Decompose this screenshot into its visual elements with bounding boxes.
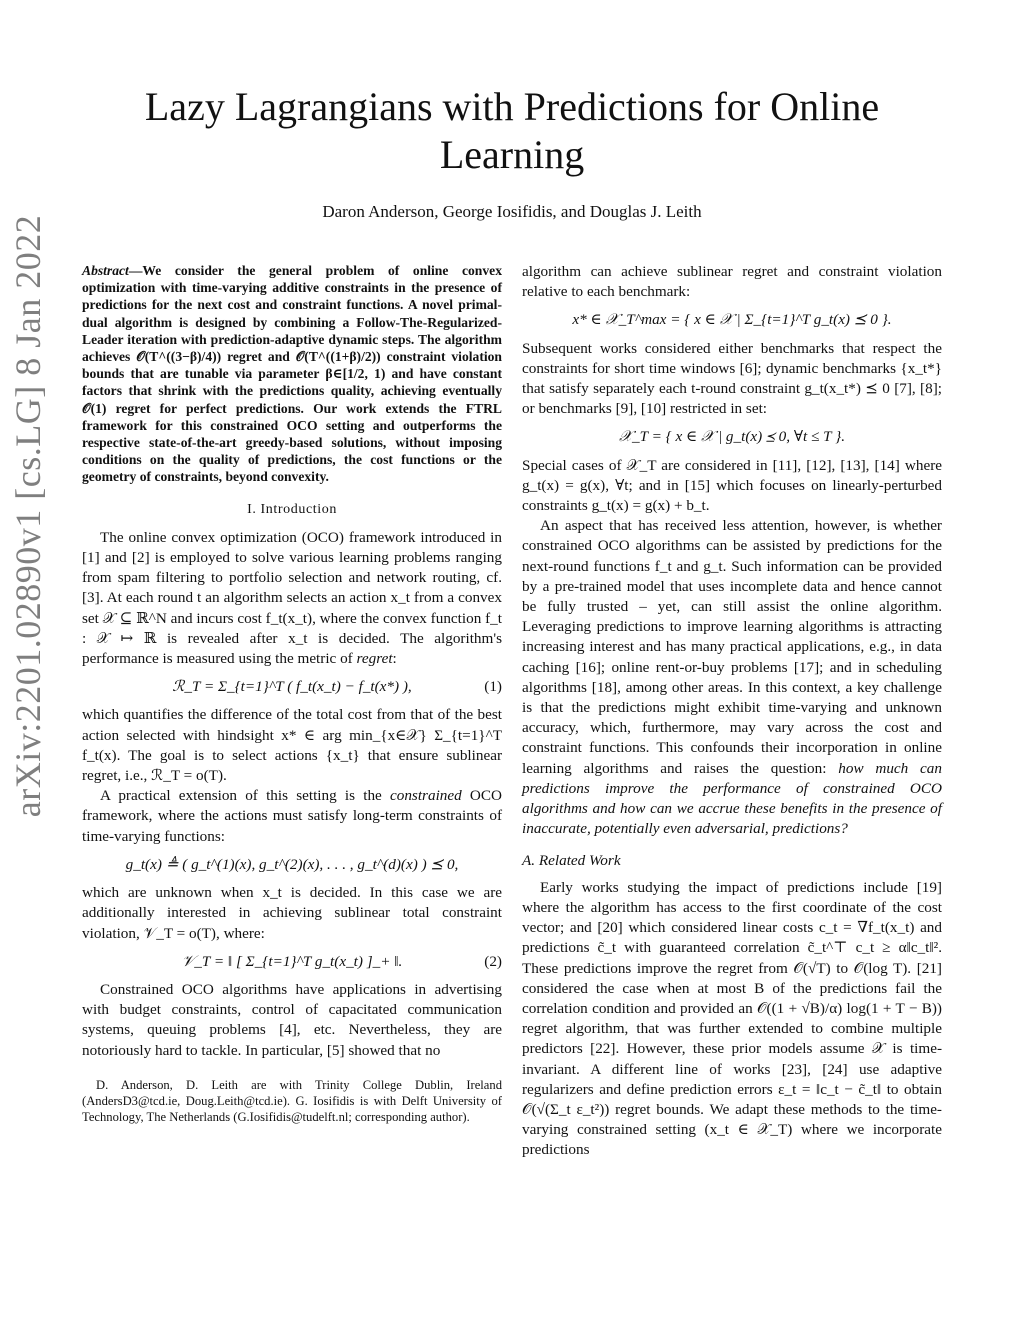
intro-paragraph-4: which are unknown when x_t is decided. In this case we are additionally interested in achieving sublinear total constraint violation, 𝒱_T = o(T), where: (82, 884, 502, 942)
regret-emphasis: regret (356, 650, 393, 668)
equation-1 (82, 677, 502, 697)
intro-paragraph-3-text-b: OCO framework, where the actions must satisfy long-term constraints of time-varying functions: (82, 787, 502, 845)
constrained-emphasis: constrained (390, 787, 462, 805)
intro-paragraph-2: which quantifies the difference of the total cost from that of the best action selected with hindsight x* ∈ arg min_{x∈𝒳} Σ_{t=1}^T f_t(x). The goal is to select actions {x_t} that ensure sublinear regret, i.e., ℛ_T = o(T). (82, 706, 502, 785)
equation-constraints (82, 855, 502, 875)
author-footnote (82, 1077, 502, 1125)
right-column (522, 262, 942, 1161)
equation-2 (82, 952, 502, 972)
intro-paragraph-1-end: : (392, 650, 397, 668)
subsection-heading-related-work: A. Related Work (522, 852, 621, 870)
right-paragraph-1: algorithm can achieve sublinear regret and constraint violation relative to each benchmark: (522, 263, 942, 301)
abstract-text: —We consider the general problem of online convex optimization with time-varying additive constraints in the presence of predictions for the next cost and constraint functions. A novel primal-dual algorithm is designed by combining a Follow-The-Regularized-Leader iteration with prediction-adaptive dynamic steps. The algorithm achieves 𝒪(T^((3−β)/4)) regret and 𝒪(T^((1+β)/2)) constraint violation bounds that are tunable via parameter β∈[1/2, 1) and have constant factors that shrink with the predictions quality, achieving eventually 𝒪(1) regret for perfect predictions. Our work extends the FTRL framework for this constrained OCO setting and outperforms the respective state-of-the-art greedy-based solutions, without imposing conditions on the quality of predictions, the cost functions or the geometry of constraints, beyond convexity. (82, 263, 502, 485)
equation-xstar (522, 310, 942, 330)
intro-paragraph-3 (82, 786, 502, 847)
section-heading-introduction: I. Introduction (247, 501, 337, 517)
equation-xstar-body: x* ∈ 𝒳_T^max = { x ∈ 𝒳 | Σ_{t=1}^T g_t(x) ⪯ 0 }. (572, 311, 892, 329)
equation-1-number: (1) (484, 678, 502, 696)
equation-xt-body: 𝒳_T = { x ∈ 𝒳 | g_t(x) ⪯ 0, ∀t ≤ T }. (618, 428, 846, 446)
paper-authors: Daron Anderson, George Iosifidis, and Douglas J. Leith (322, 202, 702, 221)
intro-paragraph-1 (82, 528, 502, 669)
intro-paragraph-5: Constrained OCO algorithms have applications in advertising with budget constraints, control of capacitated communication systems, queuing problems [4], etc. Nevertheless, they are notoriously hard to tackle. In particular, [5] showed that no (82, 980, 502, 1059)
author-footnote-text: D. Anderson, D. Leith are with Trinity College Dublin, Ireland (AndersD3@tcd.ie, Doug.Leith@tcd.ie). G. Iosifidis is with Delft University of Technology, The Netherlands (G.Iosifidis@tudelft.nl; corresponding author). (82, 1077, 502, 1124)
equation-2-body: 𝒱_T = ‖ [ Σ_{t=1}^T g_t(x_t) ]_+ ‖. (181, 952, 403, 970)
related-work-paragraph: Early works studying the impact of predictions include [19] where the algorithm has access to the first coordinate of the cost vector; and [20] which considered linear costs c_t = ∇f_t(x_t) and predictions c̃_t with guaranteed correlation c̃_t^⊤ c_t ≥ α‖c_t‖². These predictions improve the regret from 𝒪(√T) to 𝒪(log T). [21] considered the case when at most B of the predictions fail the correlation condition and provided an 𝒪((1 + √B)/α) log(1 + T − B)) regret algorithm, that was further extended to combine multiple predictors [22]. However, these prior models assume 𝒳 is time-invariant. A different line of works [23], [24] use adaptive regularizers and define prediction errors ε_t = ‖c_t − c̃_t‖ to obtain 𝒪(√(Σ_t ε_t²)) regret bounds. We adapt these methods to the time-varying constrained setting (x_t ∈ 𝒳_T) where we incorporate predictions (522, 878, 942, 1159)
equation-1-body: ℛ_T = Σ_{t=1}^T ( f_t(x_t) − f_t(x*) ), (172, 678, 412, 696)
intro-paragraph-3-text-a: A practical extension of this setting is the (100, 787, 382, 805)
equation-2-number: (2) (484, 952, 502, 970)
research-question-emphasis: how much can predictions improve the performance of constrained OCO algorithms and how can we accrue these benefits in the presence of inaccurate, potentially even adversarial, predictions? (522, 759, 942, 838)
right-paragraph-4 (522, 516, 942, 839)
abstract-lead: Abstract (82, 263, 129, 278)
equation-constraints-body: g_t(x) ≜ ( g_t^(1)(x), g_t^(2)(x), . . . , g_t^(d)(x) ) ⪯ 0, (125, 855, 459, 873)
equation-xt (522, 427, 942, 447)
left-column (82, 262, 502, 1125)
right-paragraph-4-text: An aspect that has received less attention, however, is whether constrained OCO algorithms can be assisted by predictions for the next-round functions f_t and g_t. Such information can be provided by a pre-trained model that uses incomplete data and hence cannot be fully trusted – yet, can still assist the online algorithm. Leveraging predictions to improve learning algorithms is attracting increasing interest and has many practical applications, e.g., in data caching [16]; online rent-or-buy problems [17]; and in scheduling algorithms [18], among other areas. In this context, a key challenge is that the predictions might exhibit time-varying and unknown accuracy, which, furthermore, may vary across the cost and constraint functions. This confounds their incorporation in online learning algorithms and raises the question: (522, 517, 942, 777)
right-paragraph-2: Subsequent works considered either benchmarks that respect the constraints for short time windows [6]; dynamic benchmarks {x_t*} that satisfy separately each t-round constraint g_t(x_t*) ⪯ 0 [7], [8]; or benchmarks [9], [10] restricted in set: (522, 339, 942, 418)
intro-paragraph-1-text: The online convex optimization (OCO) framework introduced in [1] and [2] is employed to solve various learning problems ranging from spam filtering to portfolio selection and network routing, cf. [3]. At each round t an algorithm selects an action x_t from a convex set 𝒳 ⊆ ℝ^N and incurs cost f_t(x_t), where the convex function f_t : 𝒳 ↦ ℝ is revealed after x_t is decided. The algorithm's performance is measured using the metric of (82, 528, 502, 668)
paper-title: Lazy Lagrangians with Predictions for Online Learning (144, 84, 880, 177)
right-paragraph-3: Special cases of 𝒳_T are considered in [11], [12], [13], [14] where g_t(x) = g(x), ∀t; and in [15] which focuses on linearly-perturbed constraints g_t(x) = g(x) + b_t. (522, 456, 942, 515)
abstract (82, 262, 502, 486)
arxiv-identifier-stamp: arXiv:2201.02890v1 [cs.LG] 8 Jan 2022 (8, 214, 48, 818)
